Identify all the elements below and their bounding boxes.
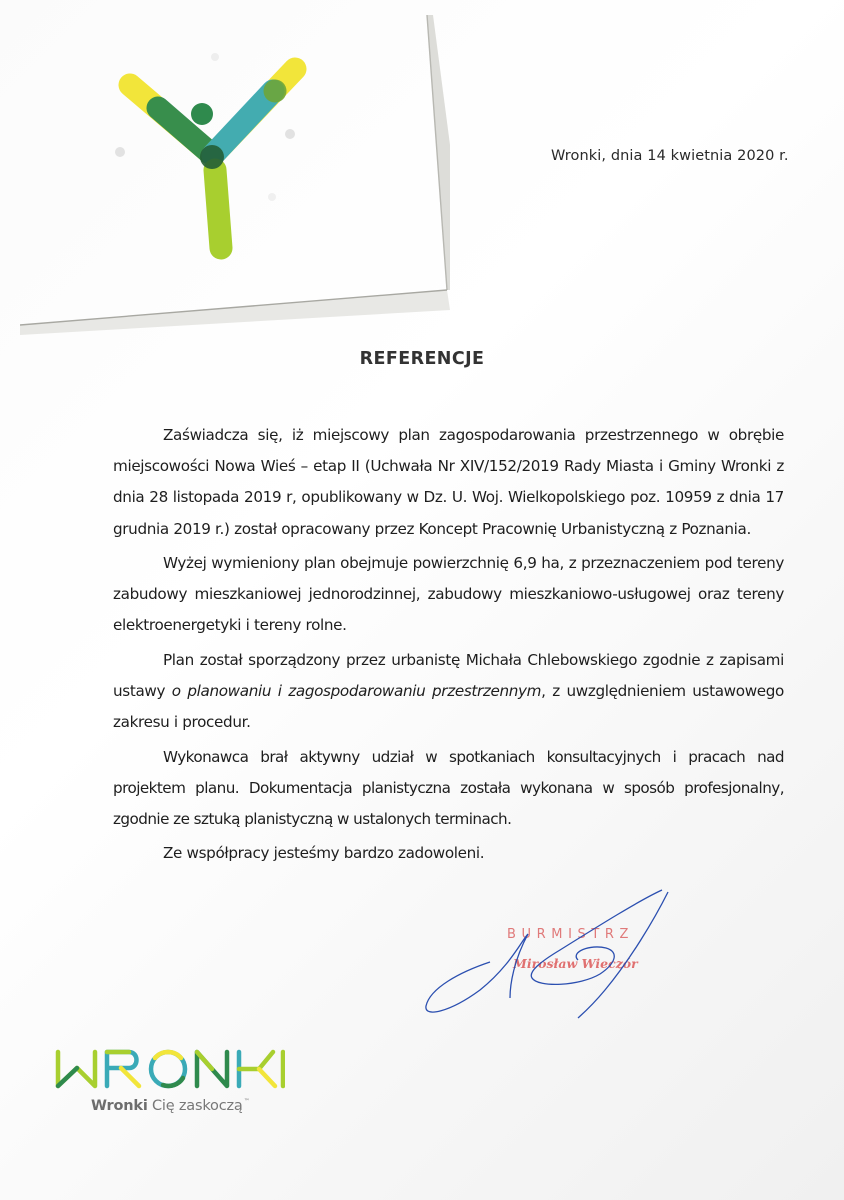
date-line: Wronki, dnia 14 kwietnia 2020 r. [551, 148, 789, 164]
paragraph-1: Zaświadcza się, iż miejscowy plan zagospodarowania przestrzennego w obrębie miejscowości Nowa Wieś – etap II (Uchwała Nr XIV/152/2019 Rady Miasta i Gminy Wronki z dnia 28 listopada 2019 r, opublikowany w Dz. U. Woj. Wielkopolskiego poz. 10959 z dnia 17 grudnia 2019 r.) został opracowany przez Koncept Pracownię Urbanistyczną z Poznania. [113, 426, 784, 538]
paragraph-3-end: , z uwzględnieniem ustawowego zakresu i procedur. [113, 682, 784, 732]
signature [410, 880, 680, 1020]
tagline-brand: Wronki [91, 1098, 148, 1114]
handwritten-signature-icon [410, 880, 680, 1020]
paragraph-5: Ze współpracy jesteśmy bardzo zadowoleni. [163, 844, 485, 863]
tagline-text: Cię zaskoczą [147, 1098, 243, 1114]
trademark-mark: ™ [243, 1098, 250, 1105]
tagline [91, 1098, 249, 1114]
act-title: o planowaniu i zagospodarowaniu przestrzennym [171, 682, 542, 700]
letter-body [113, 420, 784, 873]
wronki-wordmark-icon [55, 1048, 285, 1090]
paragraph-4: Wykonawca brał aktywny udział w spotkaniach konsultacyjnych i pracach nad projektem planu. Dokumentacja planistyczna została wykonana w sposób profesjonalny, zgodnie ze sztuką planistyczną w ustalonych terminach. [113, 747, 784, 828]
wronki-y-figure-logo-icon [95, 35, 335, 275]
stamp-name: Mirosław Wieczór [513, 956, 638, 971]
paragraph-2: Wyżej wymieniony plan obejmuje powierzchnię 6,9 ha, z przeznaczeniem pod tereny zabudowy mieszkaniowej jednorodzinnej, zabudowy mieszkaniowo-usługowej oraz tereny elektroenergetyki i tereny rolne. [113, 554, 784, 635]
paragraph-3 [113, 645, 784, 739]
document-title: REFERENCJE [359, 349, 485, 369]
card-shadow-bottom [20, 290, 450, 335]
wronki-wordmark-logo [55, 1048, 285, 1094]
letterhead-card [20, 15, 430, 325]
paragraph-3-start: Plan został sporządzony przez urbanistę Michała Chlebowskiego zgodnie z zapisami ustawy [113, 650, 784, 700]
stamp-title: BURMISTRZ [507, 927, 635, 942]
